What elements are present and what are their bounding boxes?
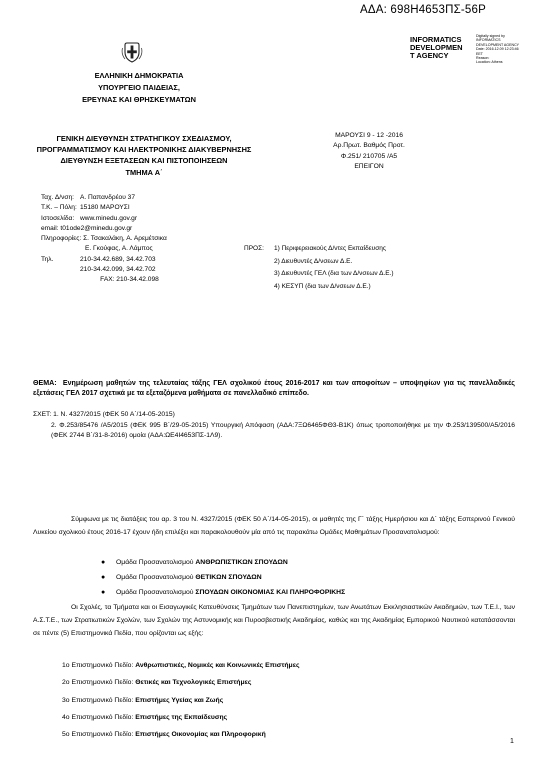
protocol-number: Φ.251/ 210705 /Α5 (340, 152, 398, 160)
recipients-label: ΠΡΟΣ: (244, 245, 264, 252)
field-name: Επιστήμες Οικονομίας και Πληροφορική (135, 731, 266, 739)
body-paragraph: Σύμφωνα με τις διατάξεις του αρ. 3 του Ν. 4327/2015 (ΦΕΚ 50 Α΄/14-05-2015), οι μαθητές της Γ΄ τάξης Ημερήσιου και Δ΄ τάξης Εσπερινού Γενικού Λυκείου σχολικού έτους 2016-17 έχουν ήδη επιλέξει και παρακολουθούν μία από τις παρακάτω Ομάδες Μαθημάτων Προσανατολισμού: (33, 516, 515, 536)
list-item: ● Ομάδα Προσανατολισμού ΣΠΟΥΔΩΝ ΟΙΚΟΝΟΜΙΑΣ ΚΑΙ ΠΛΗΡΟΦΟΡΙΚΗΣ (101, 586, 345, 601)
page-number: 1 (510, 738, 514, 745)
recipient-item: 4) ΚΕΣΥΠ (δια των Δ/νσεων Δ.Ε.) (274, 282, 371, 290)
address-row (41, 214, 167, 224)
address-row (41, 224, 167, 234)
directorate-line: ΓΕΝΙΚΗ ΔΙΕΥΘΥΝΣΗ ΣΤΡΑΤΗΓΙΚΟΥ ΣΧΕΔΙΑΣΜΟΥ, (56, 134, 232, 143)
body-paragraph: Οι Σχολές, τα Τμήματα και οι Εισαγωγικές Κατευθύνσεις Τμημάτων των Πανεπιστημίων, των Ανωτάτων Εκκλησιαστικών Ακαδημιών, των Τ.Ε.Ι., των Α.Σ.Τ.Ε., των Στρατιωτικών Σχολών, των Σχολών της Αστυνομικής και Πυροσβεστικής Ακαδημίας, καθώς και της Ακαδημίας Εμπορικού Ναυτικού κατατάσσονται σε πέντε (5) Επιστημονικά Πεδία, που ορίζονται ως εξής: (33, 604, 515, 637)
field-name: Επιστήμες της Εκπαίδευσης (135, 713, 228, 721)
signature-line: INFORMATICS (476, 38, 501, 43)
ministry-line: ΕΡΕΥΝΑΣ ΚΑΙ ΘΡΗΣΚΕΥΜΑΤΩΝ (82, 94, 196, 104)
address-row (41, 203, 167, 213)
address-value: 210-34.42.689, 34.42.703 (80, 255, 156, 263)
contact-address-block (41, 193, 167, 286)
address-row (41, 193, 167, 203)
ada-code: ΑΔΑ: 698Η4653ΠΣ-56Ρ (360, 4, 486, 16)
address-value: 15180 ΜΑΡΟΥΣΙ (80, 204, 130, 212)
subject-block (33, 378, 515, 399)
signature-line: DEVELOPMENT AGENCY (476, 42, 520, 47)
bullet-icon: ● (101, 588, 106, 596)
list-item: 3ο Επιστημονικό Πεδίο: Επιστήμες Υγείας και Ζωής (62, 696, 224, 704)
directorate-line: ΔΙΕΥΘΥΝΣΗ ΕΞΕΤΑΣΕΩΝ ΚΑΙ ΠΙΣΤΟΠΟΙΗΣΕΩΝ (60, 156, 228, 166)
list-item: 2ο Επιστημονικό Πεδίο: Θετικές και Τεχνολογικές Επιστήμες (62, 679, 252, 687)
bullet-icon: ● (101, 573, 106, 581)
list-item: 5ο Επιστημονικό Πεδίο: Επιστήμες Οικονομίας και Πληροφορική (62, 731, 266, 739)
reference-line: 2. Φ.253/85476 /Α5/2015 (ΦΕΚ 995 Β΄/29-05-2015) Υπουργική Απόφαση (ΑΔΑ:7ΞΩ6465ΦΘ3-Β1Κ) όπως τροποποιήθηκε με την Φ.253/139500/Α5/2016 (ΦΕΚ 2744 Β΄/31-8-2016) ομοία (ΑΔΑ:ΩΕ4Ι4653ΠΣ-1Λ9). (51, 421, 515, 440)
greek-coat-of-arms-icon (120, 40, 144, 64)
address-value: FAX: 210-34.42.098 (80, 276, 159, 284)
subject-text: Ενημέρωση μαθητών της τελευταίας τάξης ΓΕΛ σχολικού έτους 2016-2017 και των αποφοίτων – υποψηφίων για τις πανελλαδικές εξετάσεις ΓΕΛ 2017 σχετικά με τα εξεταζόμενα μαθήματα σε πανελλαδικό επίπεδο. (33, 379, 515, 398)
list-item: ● Ομάδα Προσανατολισμού ΑΝΘΡΩΠΙΣΤΙΚΩΝ ΣΠΟΥΔΩΝ (101, 556, 345, 571)
address-label: Ιστοσελίδα: (41, 214, 75, 222)
address-value: Πληροφορίες: Σ. Τσακαλάκη, Α. Αρεμέτσικα (41, 235, 167, 243)
recipients-block (244, 243, 394, 293)
scientific-fields-list (62, 657, 299, 743)
signature-line: Location: Athens (476, 60, 503, 65)
address-row (41, 265, 167, 275)
references-block (33, 410, 515, 442)
signature-line: Date: 2016.12.09 12:23:46 (476, 47, 519, 52)
reference-line: ΣΧΕΤ: 1. Ν. 4327/2015 (ΦΕΚ 50 Α΄/14-05-2015) (33, 411, 175, 418)
protocol-date: ΜΑΡΟΥΣΙ 9 - 12 -2016 (335, 132, 403, 139)
address-value: 210-34.42.099, 34.42.702 (80, 266, 156, 274)
address-label: Τηλ. (41, 255, 54, 263)
group-name: ΘΕΤΙΚΩΝ ΣΠΟΥΔΩΝ (195, 573, 262, 581)
ministry-header (50, 70, 228, 105)
group-name: ΣΠΟΥΔΩΝ ΟΙΚΟΝΟΜΙΑΣ ΚΑΙ ΠΛΗΡΟΦΟΡΙΚΗΣ (195, 588, 346, 596)
address-value: Ε. Γκούφας, Α. Λάμπος (41, 245, 153, 253)
directorate-line: ΤΜΗΜΑ Α΄ (125, 167, 163, 177)
ministry-line: ΥΠΟΥΡΓΕΙΟ ΠΑΙΔΕΙΑΣ, (98, 82, 180, 92)
list-item: 4ο Επιστημονικό Πεδίο: Επιστήμες της Εκπαίδευσης (62, 713, 228, 721)
address-label: Ταχ. Δ/νση: (41, 194, 74, 201)
address-row (41, 275, 167, 285)
ministry-line: ΕΛΛΗΝΙΚΗ ΔΗΜΟΚΡΑΤΙΑ (94, 71, 184, 80)
list-item: 1ο Επιστημονικό Πεδίο: Ανθρωπιστικές, Νομικές και Κοινωνικές Επιστήμες (62, 662, 300, 669)
digital-signature-details (476, 34, 542, 65)
address-row (41, 255, 167, 265)
group-name: ΑΝΘΡΩΠΙΣΤΙΚΩΝ ΣΠΟΥΔΩΝ (195, 559, 288, 566)
field-name: Ανθρωπιστικές, Νομικές και Κοινωνικές Επιστήμες (135, 662, 300, 669)
signature-line: Reason: (476, 56, 490, 61)
protocol-block (326, 131, 412, 172)
signature-line: Digitally signed by (476, 34, 505, 38)
directorate-header (28, 133, 260, 178)
field-name: Θετικές και Τεχνολογικές Επιστήμες (135, 679, 252, 687)
recipient-item: 3) Διευθυντές ΓΕΛ (δια των Δ/νσεων Δ.Ε.) (274, 270, 394, 278)
email-link[interactable]: email: t01ode2@minedu.gov.gr (41, 224, 133, 232)
address-row (41, 234, 167, 244)
directorate-line: ΠΡΟΓΡΑΜΜΑΤΙΣΜΟΥ ΚΑΙ ΗΛΕΚΤΡΟΝΙΚΗΣ ΔΙΑΚΥΒΕΡΝΗΣΗΣ (36, 145, 252, 155)
signature-line: EET (476, 51, 483, 56)
list-item: ● Ομάδα Προσανατολισμού ΘΕΤΙΚΩΝ ΣΠΟΥΔΩΝ (101, 571, 345, 586)
protocol-label: Αρ.Πρωτ. Βαθμός Προτ. (333, 142, 405, 150)
protocol-priority: ΕΠΕΙΓΟΝ (354, 162, 384, 170)
digital-signature-title: INFORMATICS DEVELOPMEN T AGENCY (410, 35, 463, 61)
recipient-item: 1) Περιφερειακούς Δ/ντες Εκπαίδευσης (274, 245, 386, 252)
address-value: Α. Παπανδρέου 37 (80, 194, 136, 201)
bullet-icon: ● (101, 559, 106, 566)
orientation-groups-list (101, 556, 345, 600)
field-name: Επιστήμες Υγείας και Ζωής (135, 696, 224, 704)
website-link[interactable]: www.minedu.gov.gr (80, 214, 138, 222)
recipient-item: 2) Διευθυντές Δ/νσεων Δ.Ε. (274, 257, 353, 265)
subject-label: ΘΕΜΑ: (33, 379, 57, 387)
address-row (41, 244, 167, 254)
address-label: Τ.Κ. – Πόλη: (41, 204, 77, 212)
